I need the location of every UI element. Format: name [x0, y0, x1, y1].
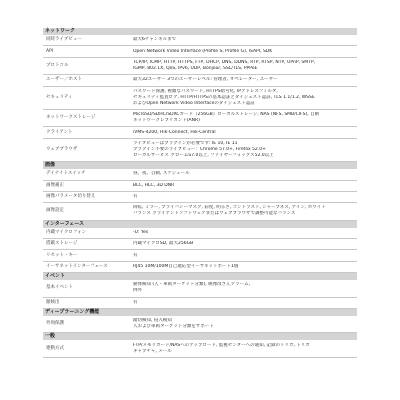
spec-label: 基本イベント: [46, 285, 73, 291]
spec-row: [43, 110, 357, 127]
spec-value-line: MicroSD/SDHC/SDXCカード（256GB）ローカルストレージ, NAS (NFS, SMB/CIFS), 自動: [133, 112, 320, 118]
spec-label: 画像設定: [46, 208, 64, 214]
spec-value-line: プラグイン不要のライブビュー：Chrome 57.0+, Firefox 52.0+: [133, 146, 266, 152]
spec-row: [43, 239, 357, 250]
spec-value-line: 最大6チャンネルまで: [133, 37, 177, 43]
spec-value: [133, 241, 357, 247]
spec-label: ネットワークストレージ: [46, 115, 96, 121]
spec-value-line: 人および車両ターゲット分類をサポート: [133, 324, 214, 330]
spec-label: デイナイトスイッチ: [46, 171, 86, 177]
spec-value-line: バランス クライアントソフトウェアまたはウェブブラウザで調整可能なバランス: [133, 211, 296, 217]
spec-value-line: ローカルサービス クロームS7.0以上, ファイヤーフォックス52.0以上: [133, 152, 274, 158]
spec-label: 画像パラメータ切り替え: [46, 194, 96, 200]
spec-label: 内蔵マイクロフォン: [46, 229, 87, 235]
spec-label: イーサネットインターフェース: [46, 264, 108, 270]
spec-row: [43, 262, 357, 273]
spec-value: [133, 253, 357, 259]
spec-value: [133, 171, 357, 177]
spec-value-line: 有: [133, 299, 138, 305]
spec-value-line: およびOpen Network Video Interfaceのダイジェスト認証: [133, 100, 255, 106]
spec-row: [43, 228, 357, 239]
spec-label: ユーザー／ホスト: [46, 77, 82, 83]
spec-value-line: ネットワークレプリカント(ANR): [133, 118, 200, 124]
section-header: 一般: [43, 333, 357, 340]
spec-row: [43, 75, 357, 86]
spec-label: 同時ライブビュー: [46, 37, 82, 43]
spec-value: [133, 264, 357, 270]
spec-label: セキュリティ: [46, 94, 73, 100]
spec-value: [133, 318, 357, 330]
spec-label: ウェブブラウザ: [46, 146, 78, 152]
spec-row: [43, 181, 357, 192]
spec-label: 連動方式: [46, 345, 64, 351]
spec-row: [43, 169, 357, 180]
spec-value-line: 内蔵マイクロSD, 最大256GB: [133, 241, 194, 247]
spec-value-line: 有: [133, 194, 138, 200]
spec-value: [133, 77, 357, 83]
spec-value-line: ライブビューはプラグインが必要です: IE 10, IE 11: [133, 140, 238, 146]
spec-value: [133, 37, 357, 43]
spec-value-line: 有: [133, 252, 138, 258]
spec-value-line: キャプチャ, メール: [133, 348, 172, 354]
spec-value-line: 動体検知 (人・車両ターゲット分類), 映像改ざんアラーム,: [133, 282, 251, 288]
spec-value: [133, 282, 357, 294]
spec-value-line: BLC, HLC, 3D DNR: [133, 182, 175, 188]
spec-value-line: -U: Yes: [133, 229, 149, 235]
spec-label: 外周保護: [46, 321, 64, 327]
spec-value: [133, 183, 357, 189]
spec-value: [133, 194, 357, 200]
spec-value: [133, 230, 357, 236]
spec-label: リセット・キー: [46, 252, 78, 258]
spec-value: [133, 205, 357, 217]
spec-row: [43, 139, 357, 162]
spec-row: [43, 58, 357, 75]
spec-row: [43, 46, 357, 57]
spec-value-line: iVMS-4200, Hik-Connect, Hik-Central: [133, 129, 216, 135]
spec-value-line: TCP/IP, ICMP, HTTP, HTTPS, FTP, DHCP, DNS, DDNS, RTP, RTSP, NTP, UPnP, SMTP,: [133, 59, 316, 65]
spec-value-line: 最大32ユーザー 3つのユーザーレベル: 管理者, オペレーター, ユーザー: [133, 77, 278, 83]
spec-value-line: 回転, ミラー, プライバシーマスク, 彩度, 明るさ, コントラスト, シャープネス, ゲイン, ホワイト: [133, 205, 326, 211]
spec-value-line: RJ45 10M/100M自己適応型イーサネットポート1個: [133, 264, 239, 270]
spec-row: [43, 298, 357, 309]
spec-value: [133, 89, 357, 107]
spec-value: [133, 141, 357, 159]
spec-label: プロトコル: [46, 62, 69, 68]
spec-value-line: パスワード保護, 複雑なパスワード, HTTPS暗号化, IPアドレスフィルタ,: [133, 88, 278, 94]
spec-value-line: 例外: [133, 288, 142, 294]
spec-row: [43, 250, 357, 261]
spec-label: API: [46, 48, 54, 54]
spec-table: [43, 28, 357, 358]
section-header: 画像: [43, 162, 357, 169]
spec-value: [133, 343, 357, 355]
spec-row: [43, 340, 357, 357]
section-header: イベント: [43, 273, 357, 280]
section-header: インターフェース: [43, 221, 357, 228]
spec-row: [43, 316, 357, 333]
spec-value-line: IGMP, 802.1X, QoS, IPv6, UDP, Bonjour, SSL/TLS, PPPoE: [133, 65, 258, 71]
spec-value-line: FTP/メモリカード/NASへのアップロード, 監視センターへの通知, 記録のトリガ, トリガ: [133, 342, 310, 348]
spec-row: [43, 127, 357, 138]
section-header: ディープラーニング機能: [43, 309, 357, 316]
spec-value-line: 踏切検知, 侵入検知: [133, 318, 172, 324]
spec-label: 画像補正: [46, 182, 64, 188]
spec-value: [133, 130, 357, 136]
spec-value-line: セキュリティ監査ログ, HTTP/HTTPSの基本認証とダイジェスト認証, TLS 1.1/1.2, WSSE: [133, 94, 315, 100]
spec-value: [133, 112, 357, 124]
spec-label: 顔検出: [46, 299, 60, 305]
spec-value-line: 昼、夜、自動, スケジュール: [133, 171, 190, 177]
spec-value: [133, 49, 357, 55]
spec-value: [133, 60, 357, 72]
spec-row: [43, 35, 357, 46]
spec-row: [43, 87, 357, 110]
spec-label: クライアント: [46, 129, 73, 135]
spec-row: [43, 280, 357, 297]
spec-value-line: Open Network Video Interface (Profile S, Profile G), ISAPI, SDK: [133, 48, 273, 54]
spec-row: [43, 192, 357, 203]
section-header: ネットワーク: [43, 28, 357, 35]
spec-value: [133, 300, 357, 306]
spec-row: [43, 203, 357, 220]
spec-label: 搭載ストレージ: [46, 241, 78, 247]
